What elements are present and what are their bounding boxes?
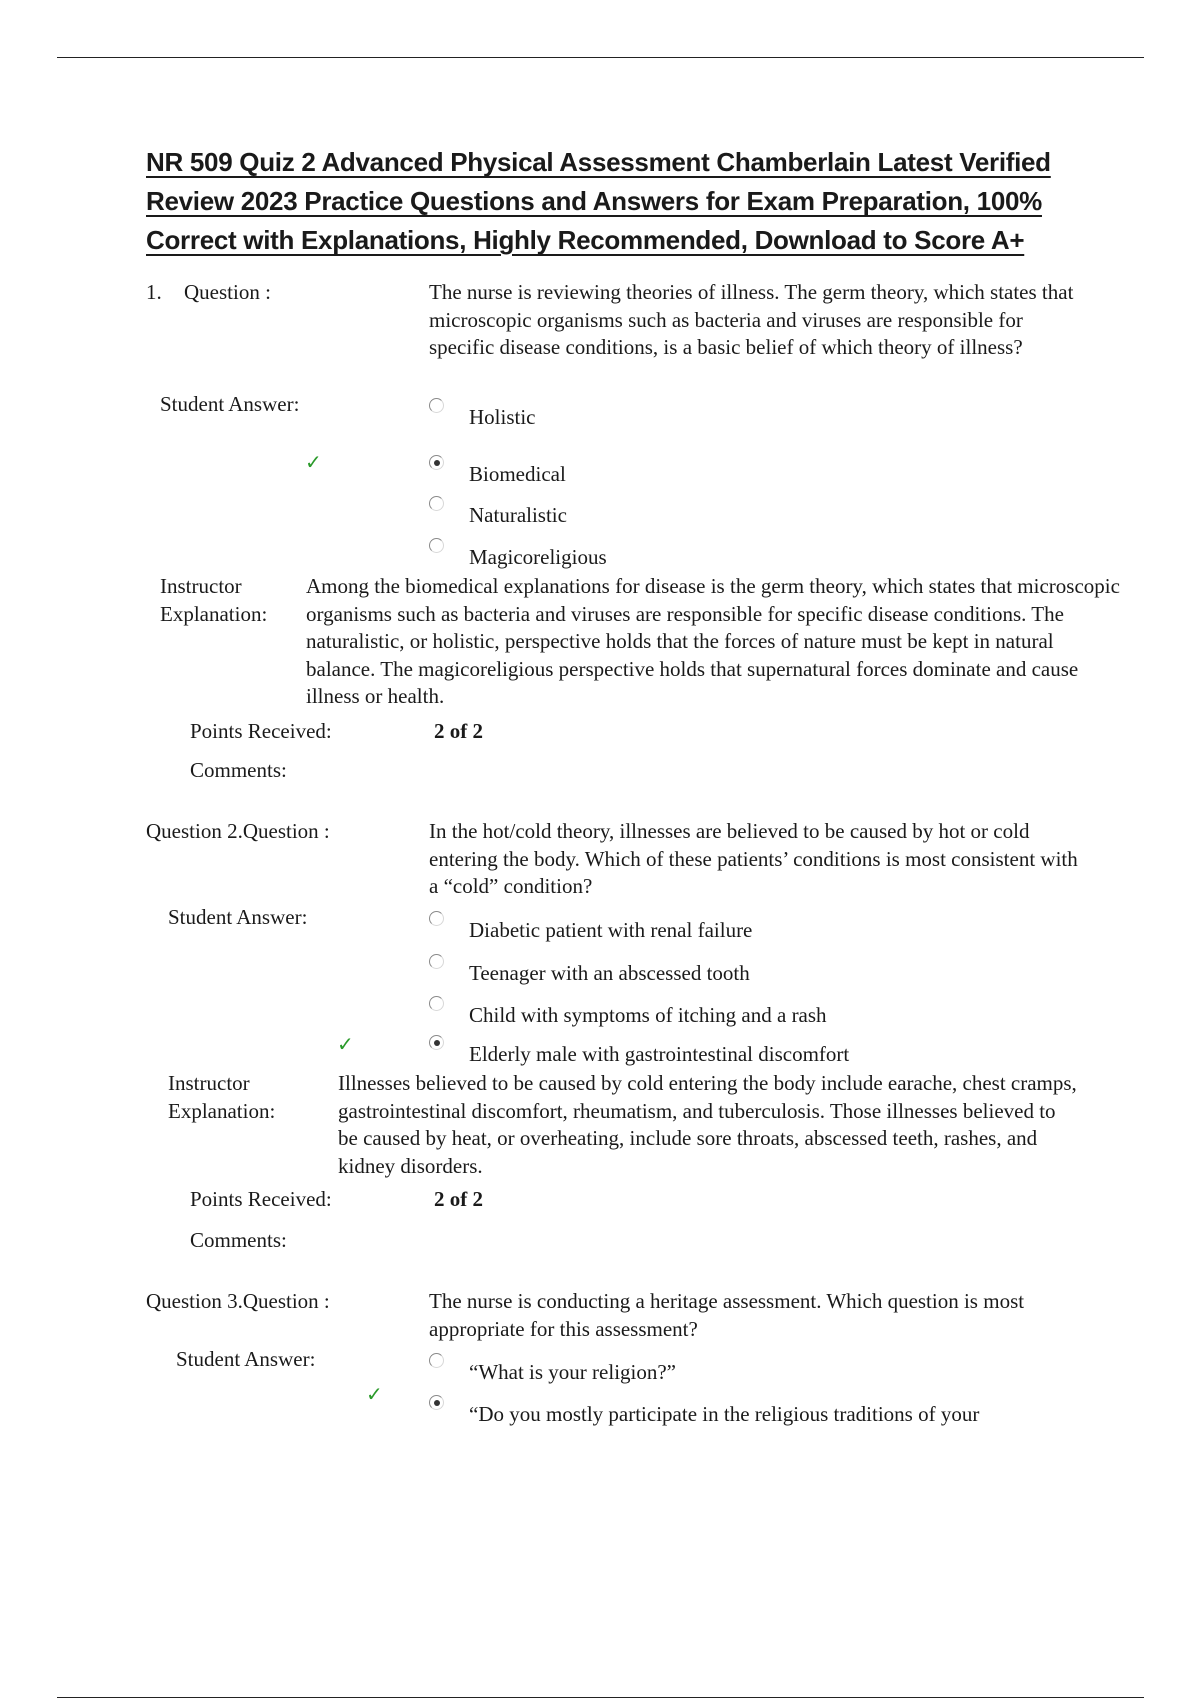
option-label: Naturalistic bbox=[469, 503, 567, 527]
radio-button-icon[interactable] bbox=[429, 911, 444, 926]
option-label: Diabetic patient with renal failure bbox=[469, 918, 753, 942]
option-label: Biomedical bbox=[469, 462, 566, 486]
question-1-text: The nurse is reviewing theories of illness. The germ theory, which states that microscopic organisms such as bacteria and viruses are responsible for specific disease conditions, is a basic belief of which theory of illness? bbox=[429, 280, 1074, 359]
document-title: NR 509 Quiz 2 Advanced Physical Assessment Chamberlain Latest Verified Review 2023 Practice Questions and Answers for Exam Preparation, 100% Correct with Explanations, Highly Recommended, Download to Score A+ bbox=[146, 147, 1051, 255]
radio-selected-icon[interactable] bbox=[429, 455, 444, 470]
question-3-label: Question 3.Question : bbox=[146, 1289, 330, 1313]
question-2-label: Question 2.Question : bbox=[146, 819, 330, 843]
question-2-comments-label: Comments: bbox=[190, 1228, 287, 1252]
question-1-explanation-label: Instructor Explanation: bbox=[160, 574, 268, 626]
radio-selected-icon[interactable] bbox=[429, 1035, 444, 1050]
question-2-explanation: Illnesses believed to be caused by cold entering the body include earache, chest cramps, gastrointestinal discomfort, rheumatism, and tuberculosis. Those illnesses believed to be caused by heat, or overheating, include sore throats, abscessed teeth, rashes, and kidney disorders. bbox=[338, 1071, 1077, 1178]
radio-button-icon[interactable] bbox=[429, 398, 444, 413]
question-3-text: The nurse is conducting a heritage assessment. Which question is most appropriate for this assessment? bbox=[429, 1289, 1025, 1341]
radio-button-icon[interactable] bbox=[429, 1353, 444, 1368]
radio-button-icon[interactable] bbox=[429, 496, 444, 511]
question-1-comments-label: Comments: bbox=[190, 758, 287, 782]
question-1-student-answer-label: Student Answer: bbox=[160, 392, 300, 416]
option-label: Child with symptoms of itching and a rash bbox=[469, 1003, 827, 1027]
question-1-number: 1. bbox=[146, 280, 162, 304]
question-1-explanation: Among the biomedical explanations for disease is the germ theory, which states that microscopic organisms such as bacteria and viruses are responsible for specific disease conditions. The naturalistic, or holistic, perspective holds that the forces of nature must be kept in natural balance. The magicoreligious perspective holds that supernatural forces dominate and cause illness or health. bbox=[306, 574, 1120, 708]
question-3-student-answer-label: Student Answer: bbox=[176, 1347, 316, 1371]
question-2-points-value: 2 of 2 bbox=[434, 1187, 483, 1211]
correct-check-icon: ✓ bbox=[366, 1382, 383, 1406]
header-rule bbox=[57, 57, 1144, 58]
radio-button-icon[interactable] bbox=[429, 996, 444, 1011]
question-2-explanation-label: Instructor Explanation: bbox=[168, 1071, 276, 1123]
option-label: Holistic bbox=[469, 405, 536, 429]
radio-button-icon[interactable] bbox=[429, 954, 444, 969]
correct-check-icon: ✓ bbox=[305, 450, 322, 474]
question-2-points-label: Points Received: bbox=[190, 1187, 332, 1211]
correct-check-icon: ✓ bbox=[337, 1032, 354, 1056]
footer-rule bbox=[57, 1697, 1144, 1698]
option-label: Magicoreligious bbox=[469, 545, 607, 569]
option-label: Elderly male with gastrointestinal discomfort bbox=[469, 1042, 850, 1066]
question-1-points-value: 2 of 2 bbox=[434, 719, 483, 743]
option-label: “Do you mostly participate in the religious traditions of your bbox=[469, 1402, 980, 1426]
question-1-label: 1. Question : bbox=[146, 279, 271, 307]
question-2-student-answer-label: Student Answer: bbox=[168, 905, 308, 929]
question-2-text: In the hot/cold theory, illnesses are believed to be caused by hot or cold entering the body. Which of these patients’ conditions is most consistent with a “cold” condition? bbox=[429, 819, 1078, 898]
radio-selected-icon[interactable] bbox=[429, 1395, 444, 1410]
question-1-points-label: Points Received: bbox=[190, 719, 332, 743]
radio-button-icon[interactable] bbox=[429, 538, 444, 553]
option-label: Teenager with an abscessed tooth bbox=[469, 961, 750, 985]
option-label: “What is your religion?” bbox=[469, 1360, 677, 1384]
